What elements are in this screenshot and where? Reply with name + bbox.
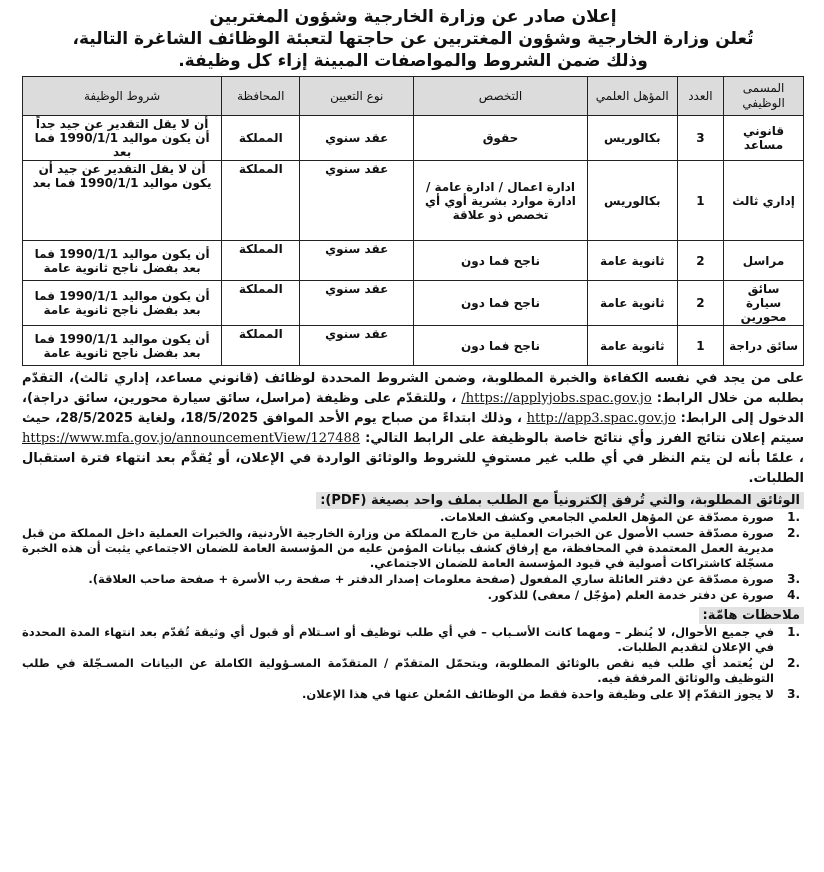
column-header: التخصص: [414, 77, 588, 116]
job-contract-type-cell: عقد سنوي: [300, 281, 414, 326]
job-count-cell: 2: [677, 241, 723, 281]
column-header: المؤهل العلمي: [587, 77, 677, 116]
instructions-text: ، علمًا بأنه لن يتم النظر في أي طلب غير مستوفٍ للشروط والوثائق الواردة في الإعلان، أو يُقدَّم بعد انتهاء فترة استقبال الطلبات.: [22, 451, 804, 486]
application-instructions: [22, 369, 804, 489]
item-number: .2: [787, 656, 800, 670]
list-item: [22, 656, 800, 686]
job-count-cell: 1: [677, 326, 723, 366]
list-item: [22, 526, 800, 571]
item-text: صورة عن دفتر خدمة العلم (مؤجّل / معفى) للذكور.: [487, 588, 774, 602]
job-title-cell: سائق سيارة محورين: [724, 281, 804, 326]
job-title-cell: مراسل: [724, 241, 804, 281]
column-header: نوع التعيين: [300, 77, 414, 116]
column-header: المسمى الوظيفي: [724, 77, 804, 116]
job-qualification-cell: بكالوريس: [587, 116, 677, 161]
job-specialization-cell: ناجح فما دون: [414, 281, 588, 326]
table-row: [23, 281, 804, 326]
announcement-header: [22, 6, 804, 72]
instructions-text: ، وللتقدّم على وظيفة (مراسل، سائق سيارة محورين، سائق دراجة)، الدخول إلى الرابط:: [22, 391, 805, 426]
important-notes-title: ملاحظات هامّة:: [699, 607, 804, 624]
announcement-title: إعلان صادر عن وزارة الخارجية وشؤون المغتربين: [209, 7, 617, 27]
vacancies-table: [22, 76, 804, 366]
column-header: المحافظة: [222, 77, 300, 116]
job-governorate-cell: المملكة: [222, 161, 300, 241]
job-qualification-cell: ثانوية عامة: [587, 241, 677, 281]
column-header: شروط الوظيفة: [23, 77, 222, 116]
list-item: [22, 510, 800, 525]
job-count-cell: 1: [677, 161, 723, 241]
required-documents-title: الوثائق المطلوبة، والتي تُرفق إلكترونياً مع الطلب بملف واحد بصيغة (PDF):: [316, 492, 804, 509]
item-text: صورة مصدّقة عن المؤهل العلمي الجامعي وكشف العلامات.: [440, 510, 774, 524]
announcement-intro-line: وذلك ضمن الشروط والمواصفات المبينة إزاء كل وظيفة.: [178, 51, 648, 71]
item-number: .1: [787, 510, 800, 524]
job-contract-type-cell: عقد سنوي: [300, 161, 414, 241]
job-title-cell: قانوني مساعد: [724, 116, 804, 161]
job-specialization-cell: حقوق: [414, 116, 588, 161]
job-count-cell: 3: [677, 116, 723, 161]
important-notes-list: [22, 625, 804, 702]
list-item: [22, 625, 800, 655]
job-conditions-cell: أن يكون مواليد 1990/1/1 فما بعد بفضل ناجح ثانوية عامة: [23, 281, 222, 326]
table-header-row: [23, 77, 804, 116]
column-header: العدد: [677, 77, 723, 116]
job-contract-type-cell: عقد سنوي: [300, 241, 414, 281]
job-qualification-cell: بكالوريس: [587, 161, 677, 241]
job-qualification-cell: ثانوية عامة: [587, 326, 677, 366]
required-documents-list: [22, 510, 804, 603]
announcement-intro-line: تُعلن وزارة الخارجية وشؤون المغتربين عن حاجتها لتعبئة الوظائف الشاغرة التالية،: [72, 29, 754, 49]
item-number: .3: [787, 687, 800, 701]
item-number: .2: [787, 526, 800, 540]
job-title-cell: سائق دراجة: [724, 326, 804, 366]
job-conditions-cell: أن لا يقل التقدير عن جيد جداً أن يكون مواليد 1990/1/1 فما بعد: [23, 116, 222, 161]
job-governorate-cell: المملكة: [222, 281, 300, 326]
table-row: [23, 116, 804, 161]
job-governorate-cell: المملكة: [222, 241, 300, 281]
table-row: [23, 241, 804, 281]
announcement-results-link[interactable]: https://www.mfa.gov.jo/announcementView/127488: [22, 431, 361, 446]
job-conditions-cell: أن يكون مواليد 1990/1/1 فما بعد بفضل ناجح ثانوية عامة: [23, 326, 222, 366]
job-specialization-cell: ناجح فما دون: [414, 326, 588, 366]
job-conditions-cell: أن لا يقل التقدير عن جيد أن يكون مواليد 1990/1/1 فما بعد: [23, 161, 222, 241]
job-conditions-cell: أن يكون مواليد 1990/1/1 فما بعد بفضل ناجح ثانوية عامة: [23, 241, 222, 281]
job-governorate-cell: المملكة: [222, 326, 300, 366]
item-text: صورة مصدّقة عن دفتر العائلة ساري المفعول (صفحة معلومات إصدار الدفتر + صفحة رب الأسرة + صفحة صاحب العلاقة).: [88, 572, 774, 586]
job-specialization-cell: ادارة اعمال / ادارة عامة / ادارة موارد بشرية أوي أي تخصص ذو علاقة: [414, 161, 588, 241]
item-number: .4: [787, 588, 800, 602]
apply-link-app3[interactable]: http://app3.spac.gov.jo: [526, 411, 676, 426]
job-qualification-cell: ثانوية عامة: [587, 281, 677, 326]
item-number: .3: [787, 572, 800, 586]
list-item: [22, 588, 800, 603]
list-item: [22, 572, 800, 587]
job-specialization-cell: ناجح فما دون: [414, 241, 588, 281]
item-text: في جميع الأحوال، لا يُنظر – ومهما كانت الأسـباب – في أي طلب توظيف أو اسـتلام أو قبول أي وثيقة تُقدّم بعد انتهاء المدة المحددة في الإعلان لتقديم الطلبات.: [22, 625, 774, 654]
item-number: .1: [787, 625, 800, 639]
job-count-cell: 2: [677, 281, 723, 326]
item-text: لا يجوز التقدّم إلا على وظيفة واحدة فقط من الوظائف المُعلن عنها في هذا الإعلان.: [302, 687, 774, 701]
instructions-text: على من يجد في نفسه الكفاءة والخبرة المطلوبة، وضمن الشروط المحددة لوظائف (قانوني مساعد، إداري ثالث)، التقدّم بطلبه من خلال الرابط:: [22, 371, 805, 406]
instructions-text: ، وذلك ابتداءً من صباح يوم الأحد الموافق 18/5/2025، ولغاية 28/5/2025، حيث سيتم إعلان نتائج الفرز وأي نتائج خاصة بالوظيفة على الرابط التالي:: [22, 411, 804, 446]
table-row: [23, 161, 804, 241]
list-item: [22, 687, 800, 702]
apply-link-spac[interactable]: https://applyjobs.spac.gov.jo/: [461, 391, 652, 406]
item-text: صورة مصدّقة حسب الأصول عن الخبرات العملية من خارج المملكة من وزارة الخارجية الأردنية، والخبرات العملية داخل المملكة من قبل مديرية العمل المعتمدة في المحافظة، مع إرفاق كشف بيانات المؤمن عليه من المؤسسة العامة للضمان الاجتماعي يثبت أن هذه الخبرة مسجّلة كاشتراكات أصولية في قيود المؤسسة العامة للضمان الاجتماعي.: [22, 526, 774, 570]
job-contract-type-cell: عقد سنوي: [300, 116, 414, 161]
job-contract-type-cell: عقد سنوي: [300, 326, 414, 366]
item-text: لن يُعتمد أي طلب فيه نقص بالوثائق المطلوبة، ويتحمّل المتقدّم / المتقدّمة المسـؤولية الكاملة عن البيانات المسـجّلة في طلب التوظيف والوثائق المرفقة فيه.: [22, 656, 774, 685]
table-row: [23, 326, 804, 366]
job-governorate-cell: المملكة: [222, 116, 300, 161]
job-title-cell: إداري ثالث: [724, 161, 804, 241]
